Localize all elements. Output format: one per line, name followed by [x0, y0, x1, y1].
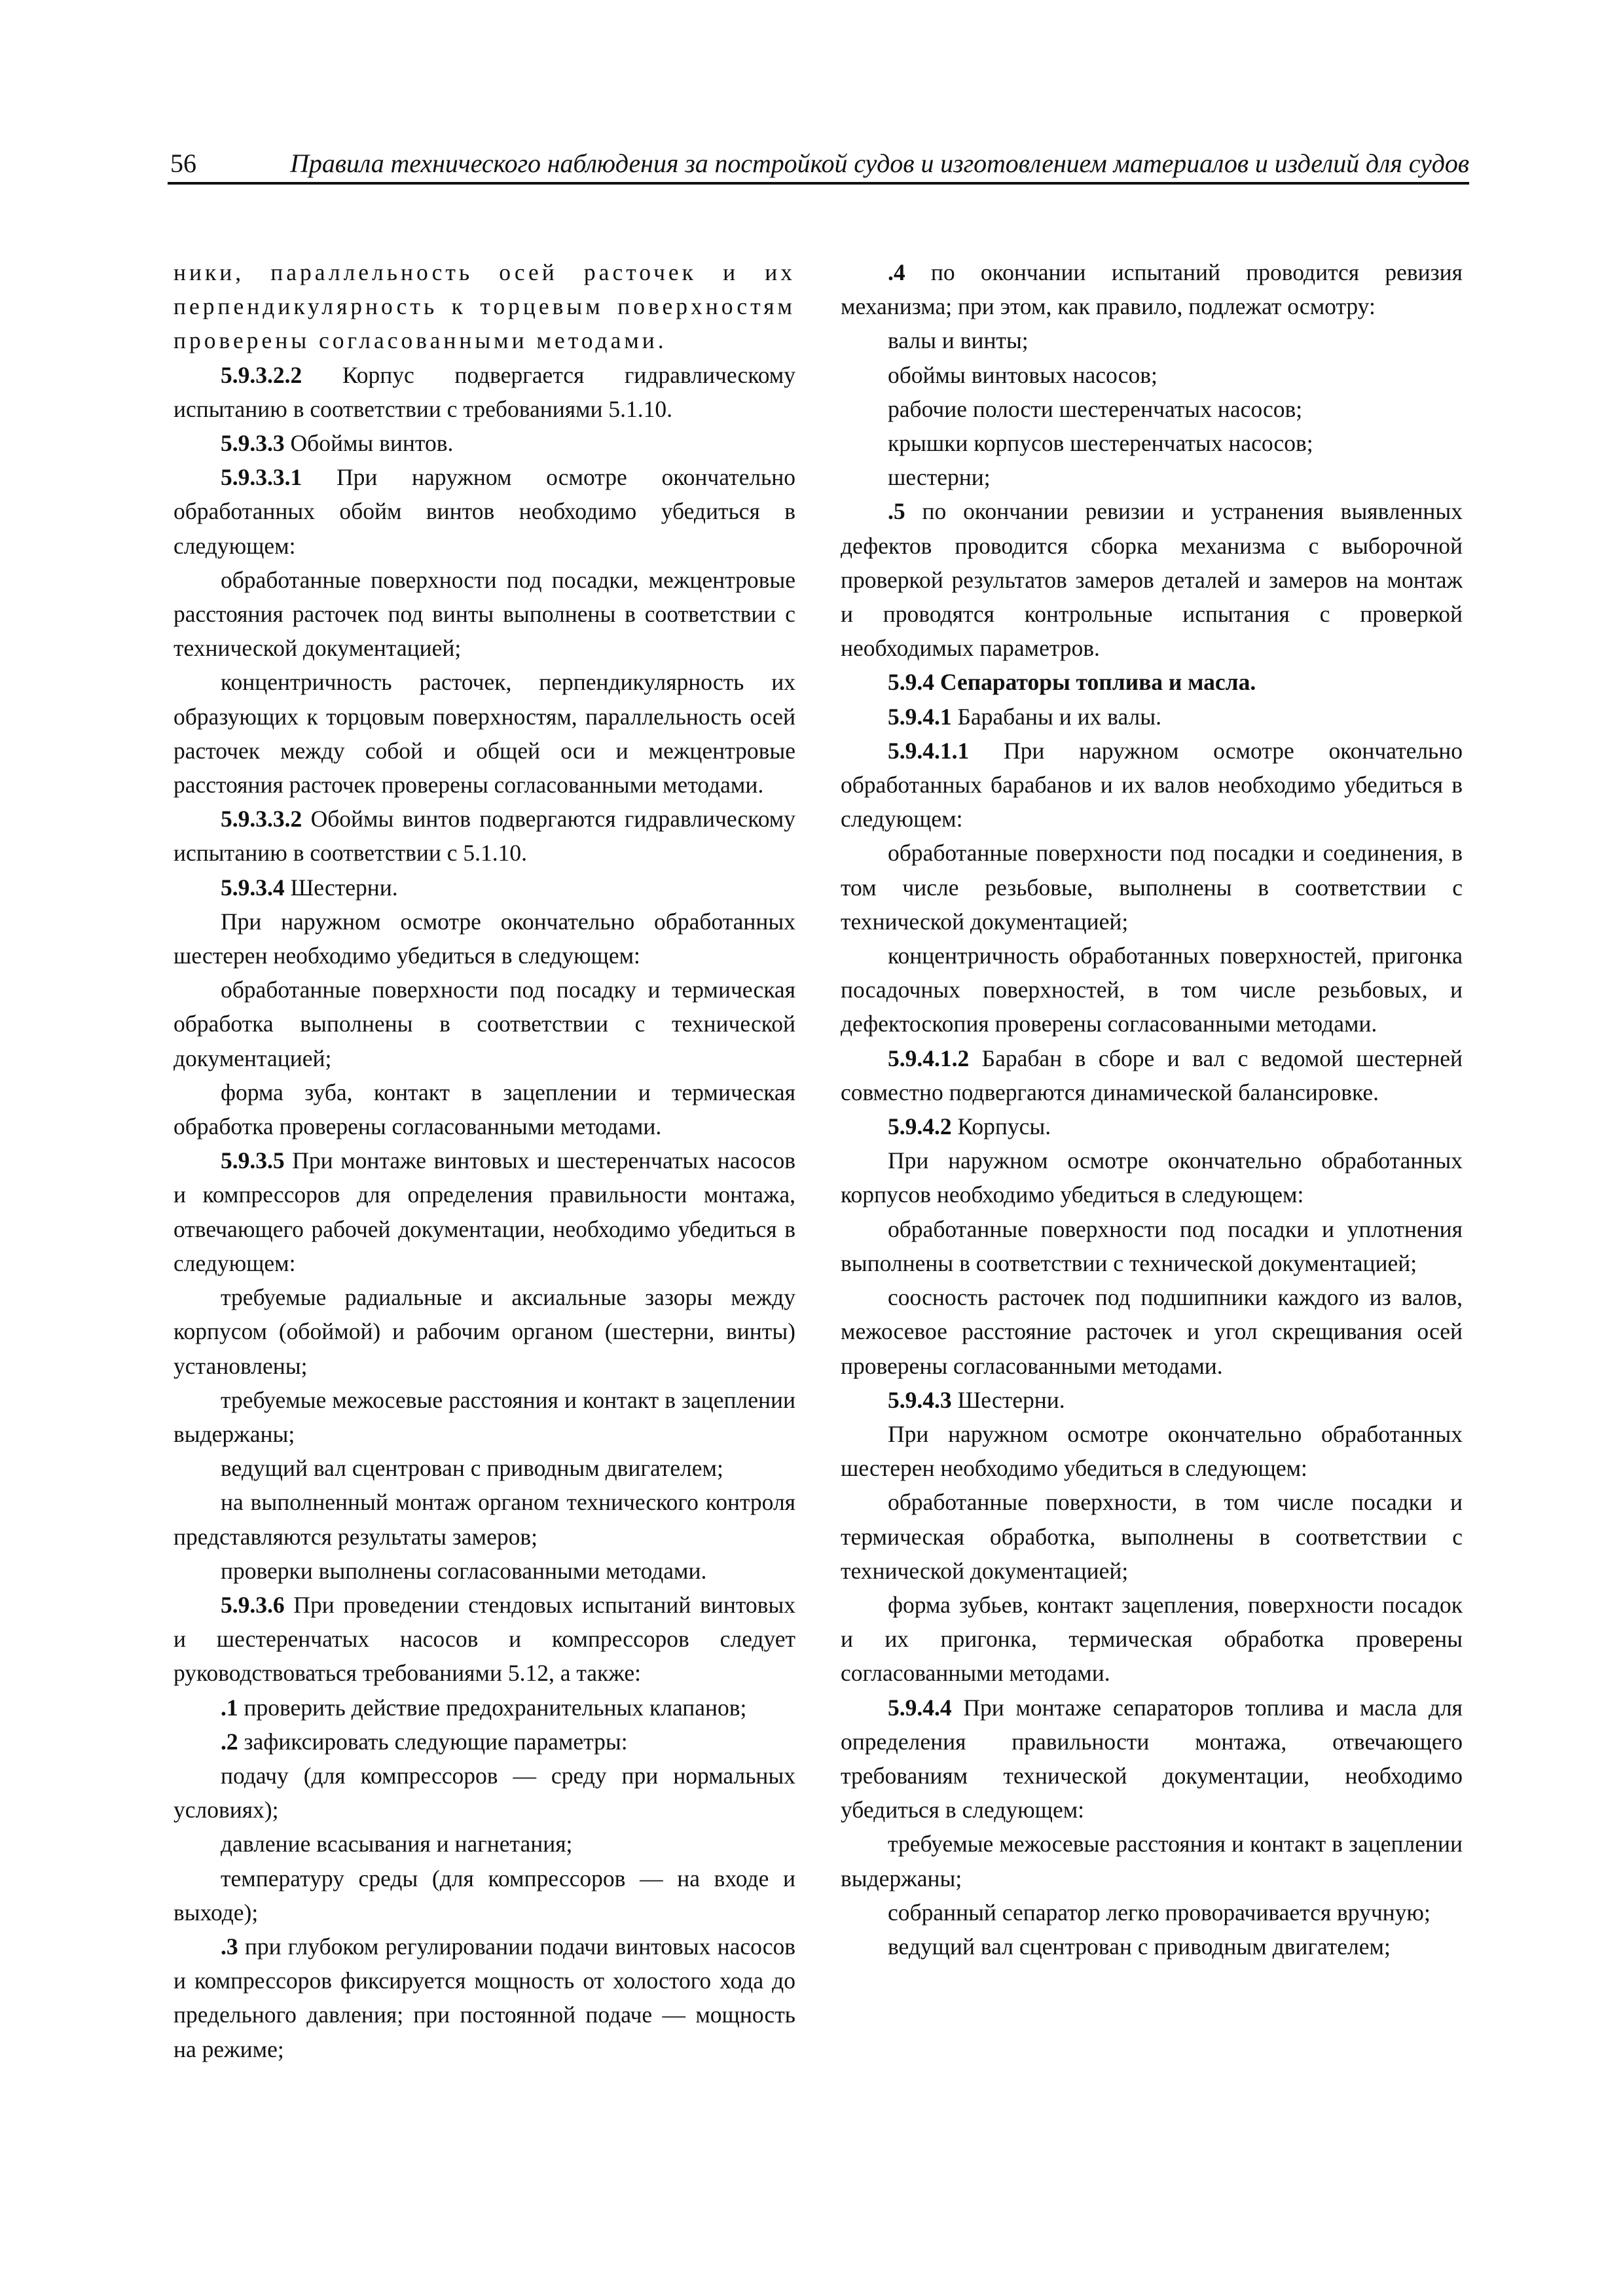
paragraph — [841, 700, 1463, 734]
item-text: проверить действие предохранительных клапанов; — [238, 1694, 747, 1721]
paragraph — [841, 1109, 1463, 1143]
clause-text: При монтаже винтовых и шестеренчатых насосов и компрессоров для определения правильности монтажа, отвечающего рабочей документации, необходимо убедиться в следующем: — [173, 1147, 795, 1276]
paragraph: обработанные поверхности под посадки, межцентровые расстояния расточек под винты выполнены в соответствии с технической документацией; — [173, 566, 795, 662]
clause-number: 5.9.3.3.2 — [221, 806, 302, 833]
item-text: по окончании ревизии и устранения выявленных дефектов проводится сборка механизма с выборочной проверкой результатов замеров деталей и замеров на монтаж и проводятся контрольные испытания с проверкой необходимых параметров. — [841, 498, 1463, 662]
paragraph: форма зуба, контакт в зацеплении и термическая обработка проверены согласованными методами. — [173, 1079, 795, 1140]
paragraph — [841, 1691, 1463, 1827]
page-number: 56 — [170, 149, 196, 178]
list-item — [841, 494, 1463, 665]
paragraph: подачу (для компрессоров — среду при нормальных условиях); — [173, 1762, 795, 1823]
paragraph — [173, 460, 795, 563]
clause-number: 5.9.4.3 — [888, 1386, 952, 1413]
clause-number: 5.9.4.1.2 — [888, 1045, 970, 1071]
paragraph — [841, 1383, 1463, 1417]
paragraph: ведущий вал сцентрован с приводным двигателем; — [221, 1455, 723, 1482]
clause-text: Корпус подвергается гидравлическому испытанию в соответствии с требованиями 5.1.10. — [173, 361, 795, 422]
paragraph: на выполненный монтаж органом технического контроля представляются результаты замеров; — [173, 1489, 795, 1550]
item-text: зафиксировать следующие параметры: — [238, 1728, 628, 1755]
paragraph: концентричность обработанных поверхностей, пригонка посадочных поверхностей, в том числе резьбовых, и дефектоскопия проверены согласованными методами. — [841, 942, 1463, 1037]
list-item — [173, 1929, 795, 2066]
paragraph: требуемые радиальные и аксиальные зазоры между корпусом (обоймой) и рабочим органом (шестерни, винты) установлены; — [173, 1284, 795, 1379]
paragraph — [173, 802, 795, 870]
paragraph: обработанные поверхности, в том числе посадки и термическая обработка, выполнены в соответствии с технической документацией; — [841, 1489, 1463, 1584]
clause-text: При проведении стендовых испытаний винтовых и шестеренчатых насосов и компрессоров следует руководствоваться требованиями 5.12, а также: — [173, 1591, 795, 1687]
clause-text: Обоймы винтов подвергаются гидравлическому испытанию в соответствии с 5.1.10. — [173, 806, 795, 867]
clause-number: 5.9.3.2.2 — [221, 361, 302, 388]
clause-text: Шестерни. — [284, 874, 398, 901]
paragraph: обработанные поверхности под посадки и соединения, в том числе резьбовые, выполнены в соответствии с технической документацией; — [841, 840, 1463, 935]
clause-text: Обоймы винтов. — [284, 430, 454, 457]
clause-text: Корпусы. — [951, 1113, 1051, 1140]
clause-number: 5.9.3.3 — [221, 430, 285, 457]
item-number: .3 — [221, 1933, 238, 1960]
clause-text: Барабаны и их валы. — [951, 703, 1161, 730]
paragraph: ники, параллельность осей расточек и их перпендикулярность к торцевым поверхностям проверены согласованными методами. — [173, 259, 795, 354]
item-text: по окончании испытаний проводится ревизия механизма; при этом, как правило, подлежат осмотру: — [841, 259, 1463, 320]
paragraph: требуемые межосевые расстояния и контакт в зацеплении выдержаны; — [841, 1831, 1463, 1892]
paragraph: обработанные поверхности под посадки и уплотнения выполнены в соответствии с технической документацией; — [841, 1215, 1463, 1276]
paragraph: При наружном осмотре окончательно обработанных шестерен необходимо убедиться в следующем: — [173, 908, 795, 969]
clause-number: 5.9.3.4 — [221, 874, 285, 901]
clause-number: 5.9.3.5 — [221, 1147, 285, 1174]
list-item — [841, 255, 1463, 323]
paragraph: обоймы винтовых насосов; — [888, 361, 1158, 388]
paragraph: При наружном осмотре окончательно обработанных корпусов необходимо убедиться в следующем: — [841, 1147, 1463, 1208]
clause-number: 5.9.4.4 — [888, 1694, 952, 1721]
item-text: при глубоком регулировании подачи винтовых насосов и компрессоров фиксируется мощность от холостого хода до предельного давления; при постоянной подаче — мощность на режиме; — [173, 1933, 795, 2062]
paragraph — [173, 358, 795, 426]
paragraph: концентричность расточек, перпендикулярность их образующих к торцовым поверхностям, параллельность осей расточек между собой и общей оси и межцентровые расстояния расточек проверены согласованными методами. — [173, 669, 795, 798]
clause-number: 5.9.3.6 — [221, 1591, 285, 1618]
paragraph: валы и винты; — [888, 327, 1029, 354]
list-item — [173, 1725, 795, 1759]
item-number: .1 — [221, 1694, 238, 1721]
paragraph: соосность расточек под подшипники каждого из валов, межосевое расстояние расточек и угол скрещивания осей проверены согласованными методами. — [841, 1284, 1463, 1379]
paragraph: При наружном осмотре окончательно обработанных шестерен необходимо убедиться в следующем: — [841, 1420, 1463, 1482]
paragraph: требуемые межосевые расстояния и контакт в зацеплении выдержаны; — [173, 1386, 795, 1447]
clause-number: 5.9.4.1 — [888, 703, 952, 730]
paragraph — [841, 1041, 1463, 1109]
clause-number: 5.9.4.2 — [888, 1113, 952, 1140]
paragraph: температуру среды (для компрессоров — на входе и выходе); — [173, 1865, 795, 1926]
clause-text: При монтаже сепараторов топлива и масла для определения правильности монтажа, отвечающего требованиям технической документации, необходимо убедиться в следующем: — [841, 1694, 1463, 1823]
paragraph — [173, 1143, 795, 1280]
item-number: .4 — [888, 259, 905, 285]
clause-text: При наружном осмотре окончательно обработанных обойм винтов необходимо убедиться в следующем: — [173, 464, 795, 559]
running-title: Правила технического наблюдения за постройкой судов и изготовлением материалов и изделий для судов — [290, 149, 1469, 178]
clause-text: Шестерни. — [951, 1386, 1065, 1413]
paragraph — [173, 870, 795, 905]
page-header — [168, 145, 1469, 185]
paragraph — [841, 734, 1463, 836]
paragraph: обработанные поверхности под посадку и термическая обработка выполнены в соответствии с технической документацией; — [173, 977, 795, 1071]
list-item — [173, 1691, 795, 1725]
left-column — [173, 255, 795, 2066]
paragraph: рабочие полости шестеренчатых насосов; — [888, 395, 1303, 422]
paragraph: шестерни; — [888, 464, 991, 491]
clause-number: 5.9.3.3.1 — [221, 464, 302, 491]
paragraph: ведущий вал сцентрован с приводным двигателем; — [888, 1933, 1391, 1960]
paragraph: собранный сепаратор легко проворачивается вручную; — [888, 1899, 1431, 1926]
item-number: .5 — [888, 498, 905, 525]
paragraph: форма зубьев, контакт зацепления, поверхности посадок и их пригонка, термическая обработка проверены согласованными методами. — [841, 1591, 1463, 1687]
clause-text: Барабан в сборе и вал с ведомой шестерней совместно подвергаются динамической балансировке. — [841, 1045, 1463, 1105]
clause-text: При наружном осмотре окончательно обработанных барабанов и их валов необходимо убедиться в следующем: — [841, 737, 1463, 833]
paragraph — [173, 426, 795, 460]
paragraph: проверки выполнены согласованными методами. — [221, 1557, 707, 1584]
clause-number: 5.9.4.1.1 — [888, 737, 970, 764]
paragraph — [173, 1588, 795, 1691]
section-heading: 5.9.4 Сепараторы топлива и масла. — [888, 669, 1256, 696]
right-column — [841, 255, 1463, 1964]
paragraph: давление всасывания и нагнетания; — [221, 1831, 573, 1857]
item-number: .2 — [221, 1728, 238, 1755]
paragraph: крышки корпусов шестеренчатых насосов; — [888, 430, 1313, 457]
